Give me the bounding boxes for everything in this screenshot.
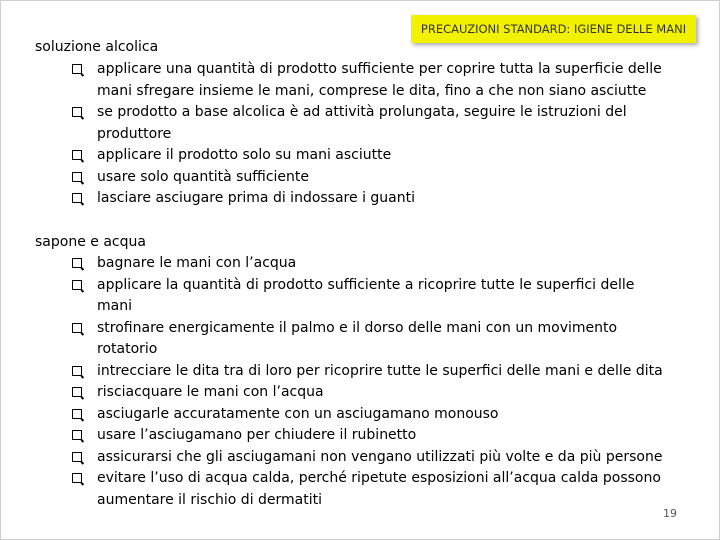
list-item-text: asciugarle accuratamente con un asciugamano monouso bbox=[97, 405, 499, 422]
list-item bbox=[71, 167, 671, 189]
list-item-text: applicare una quantità di prodotto sufficiente per coprire tutta la superficie delle mani sfregare insieme le mani, comprese le dita, fino a che non siano asciutte bbox=[97, 61, 662, 99]
list-item-text: usare solo quantità sufficiente bbox=[97, 168, 310, 185]
checkbox-bullet-icon bbox=[72, 107, 82, 117]
list-item-text: usare l’asciugamano per chiudere il rubinetto bbox=[97, 427, 417, 443]
list-item-text: applicare la quantità di prodotto sufficiente a ricoprire tutte le superfici delle mani bbox=[97, 276, 635, 314]
checkbox-bullet-icon bbox=[72, 193, 82, 203]
checkbox-bullet-icon bbox=[72, 150, 82, 160]
list-item-text: risciacquare le mani con l’acqua bbox=[97, 384, 324, 400]
checkbox-bullet-icon bbox=[72, 323, 82, 333]
list-item bbox=[71, 468, 671, 511]
list-item-text: strofinare energicamente il palmo e il dorso delle mani con un movimento rotatorio bbox=[97, 319, 618, 357]
list-item bbox=[71, 425, 671, 447]
list-item bbox=[71, 188, 671, 210]
list-item-text: lasciare asciugare prima di indossare i guanti bbox=[97, 190, 416, 206]
checkbox-bullet-icon bbox=[72, 430, 82, 440]
list-item bbox=[71, 447, 671, 469]
checkbox-bullet-icon bbox=[72, 172, 82, 182]
list-item bbox=[71, 145, 671, 167]
list-item-text: se prodotto a base alcolica è ad attività prolungata, seguire le istruzioni del produttore bbox=[97, 104, 627, 142]
list-item bbox=[71, 59, 671, 102]
section-title-alcohol: soluzione alcolica bbox=[35, 39, 159, 55]
checkbox-bullet-icon bbox=[72, 258, 82, 268]
list-item bbox=[71, 102, 671, 145]
checkbox-bullet-icon bbox=[72, 387, 82, 397]
list-item-text: intrecciare le dita tra di loro per ricoprire tutte le superfici delle mani e delle dita bbox=[97, 362, 663, 379]
list-item-text: bagnare le mani con l’acqua bbox=[97, 255, 297, 271]
page-number: 19 bbox=[663, 507, 677, 520]
list-item bbox=[71, 361, 671, 383]
checkbox-bullet-icon bbox=[72, 64, 82, 74]
checkbox-bullet-icon bbox=[72, 280, 82, 290]
list-item bbox=[71, 318, 671, 361]
list-item bbox=[71, 404, 671, 426]
checkbox-bullet-icon bbox=[72, 473, 82, 483]
checkbox-bullet-icon bbox=[72, 409, 82, 419]
checkbox-bullet-icon bbox=[72, 366, 82, 376]
list-item bbox=[71, 253, 671, 275]
list-item-text: evitare l’uso di acqua calda, perché ripetute esposizioni all’acqua calda possono aumentare il rischio di dermatiti bbox=[97, 470, 661, 508]
list-item-text: applicare il prodotto solo su mani asciutte bbox=[97, 147, 392, 163]
list-item-text: assicurarsi che gli asciugamani non vengano utilizzati più volte e da più persone bbox=[97, 448, 663, 465]
alcohol-steps-list bbox=[71, 59, 671, 210]
checkbox-bullet-icon bbox=[72, 452, 82, 462]
list-item bbox=[71, 382, 671, 404]
soap-water-steps-list bbox=[71, 253, 671, 511]
slide-title-badge: PRECAUZIONI STANDARD: IGIENE DELLE MANI bbox=[411, 15, 696, 43]
section-title-soap-water: sapone e acqua bbox=[35, 234, 146, 250]
list-item bbox=[71, 275, 671, 318]
